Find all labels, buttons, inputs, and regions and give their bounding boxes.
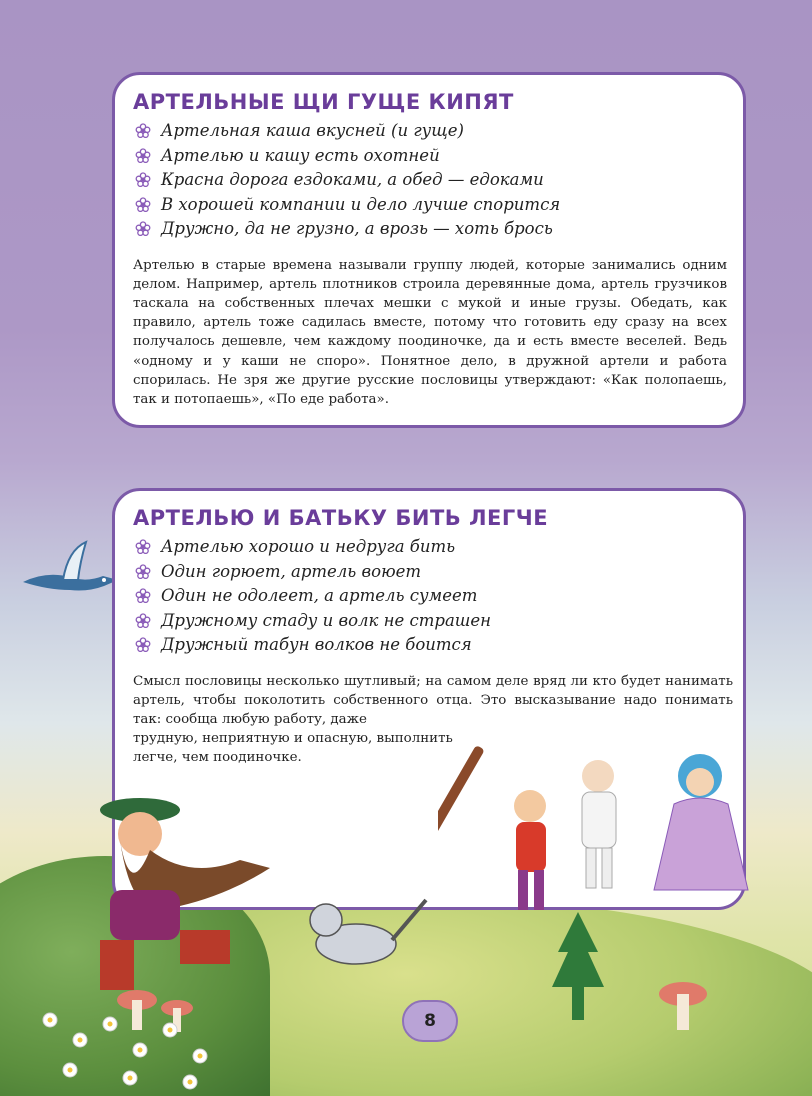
proverb-text: В хорошей компании и дело лучше спорится xyxy=(161,194,561,214)
bearded-man-illustration xyxy=(70,790,290,1000)
proverb-item xyxy=(135,609,727,634)
characters-illustration xyxy=(438,720,778,920)
proverb-item xyxy=(135,119,727,144)
flower-bullet-icon xyxy=(135,588,151,604)
proverb-list xyxy=(135,535,727,658)
proverb-list xyxy=(135,119,727,242)
proverb-item xyxy=(135,193,727,218)
flower-bullet-icon xyxy=(135,637,151,653)
section-title: АРТЕЛЬЮ И БАТЬКУ БИТЬ ЛЕГЧЕ xyxy=(133,506,549,530)
proverb-item xyxy=(135,633,727,658)
proverb-text: Один горюет, артель воюет xyxy=(161,561,422,581)
flower-bullet-icon xyxy=(135,197,151,213)
proverb-item xyxy=(135,584,727,609)
proverb-text: Артельная каша вкусней (и гуще) xyxy=(161,121,464,140)
paragraph-line: Смысл пословицы несколько шутливый; на самом деле вряд ли кто будет нанимать артель, чтобы поколотить собственного отца. Это высказывание надо понимать так: сообща любую работу, даже xyxy=(133,673,733,727)
flower-bullet-icon xyxy=(135,148,151,164)
proverb-text: Дружному стаду и волк не страшен xyxy=(161,610,492,630)
mushrooms-illustration xyxy=(648,978,718,1038)
paragraph-line: трудную, неприятную и опасную, выполнить xyxy=(133,731,453,747)
flower-bullet-icon xyxy=(135,564,151,580)
section-title: АРТЕЛЬНЫЕ ЩИ ГУЩЕ КИПЯТ xyxy=(133,90,514,114)
flower-bullet-icon xyxy=(135,221,151,237)
flower-bullet-icon xyxy=(135,123,151,139)
explanation-paragraph: Артелью в старые времена называли группу людей, которые занимались одним делом. Например, артель плотников строила деревянные дома, артель грузчиков таскала на собственных плечах мешки с мукой и иные грузы. Обедать, как правило, артель тоже садилась вместе, потому что готовить еду сразу на всех получалось дешевле, чем каждому поодиночке, да и есть вместе веселей. Ведь «одному и у каши не споро». Понятное дело, в дружной артели и работа спорилась. Не зря же другие русские пословицы утверждают: «Как полопаешь, так и потопаешь», «По еде работа». xyxy=(133,257,727,407)
flower-bullet-icon xyxy=(135,172,151,188)
proverb-item xyxy=(135,560,727,585)
daisies-illustration xyxy=(30,1000,230,1090)
flower-bullet-icon xyxy=(135,613,151,629)
flower-bullet-icon xyxy=(135,539,151,555)
proverb-item xyxy=(135,217,727,242)
proverb-text: Один не одолеет, а артель сумеет xyxy=(161,586,478,605)
dog-illustration xyxy=(296,890,436,990)
proverb-item xyxy=(135,144,727,169)
proverb-card-1 xyxy=(112,72,746,428)
proverb-text: Дружно, да не грузно, а врозь — хоть брось xyxy=(161,219,553,238)
proverb-text: Артелью хорошо и недруга бить xyxy=(161,537,456,556)
proverb-text: Красна дорога ездоками, а обед — едоками xyxy=(161,170,544,189)
proverb-item xyxy=(135,535,727,560)
page-number-badge: 8 xyxy=(402,1000,458,1042)
paragraph-line: легче, чем поодиночке. xyxy=(133,750,302,766)
proverb-text: Артелью и кашу есть охотней xyxy=(161,145,440,165)
tree-illustration xyxy=(548,912,608,1022)
proverb-text: Дружный табун волков не боится xyxy=(161,635,472,654)
proverb-item xyxy=(135,168,727,193)
